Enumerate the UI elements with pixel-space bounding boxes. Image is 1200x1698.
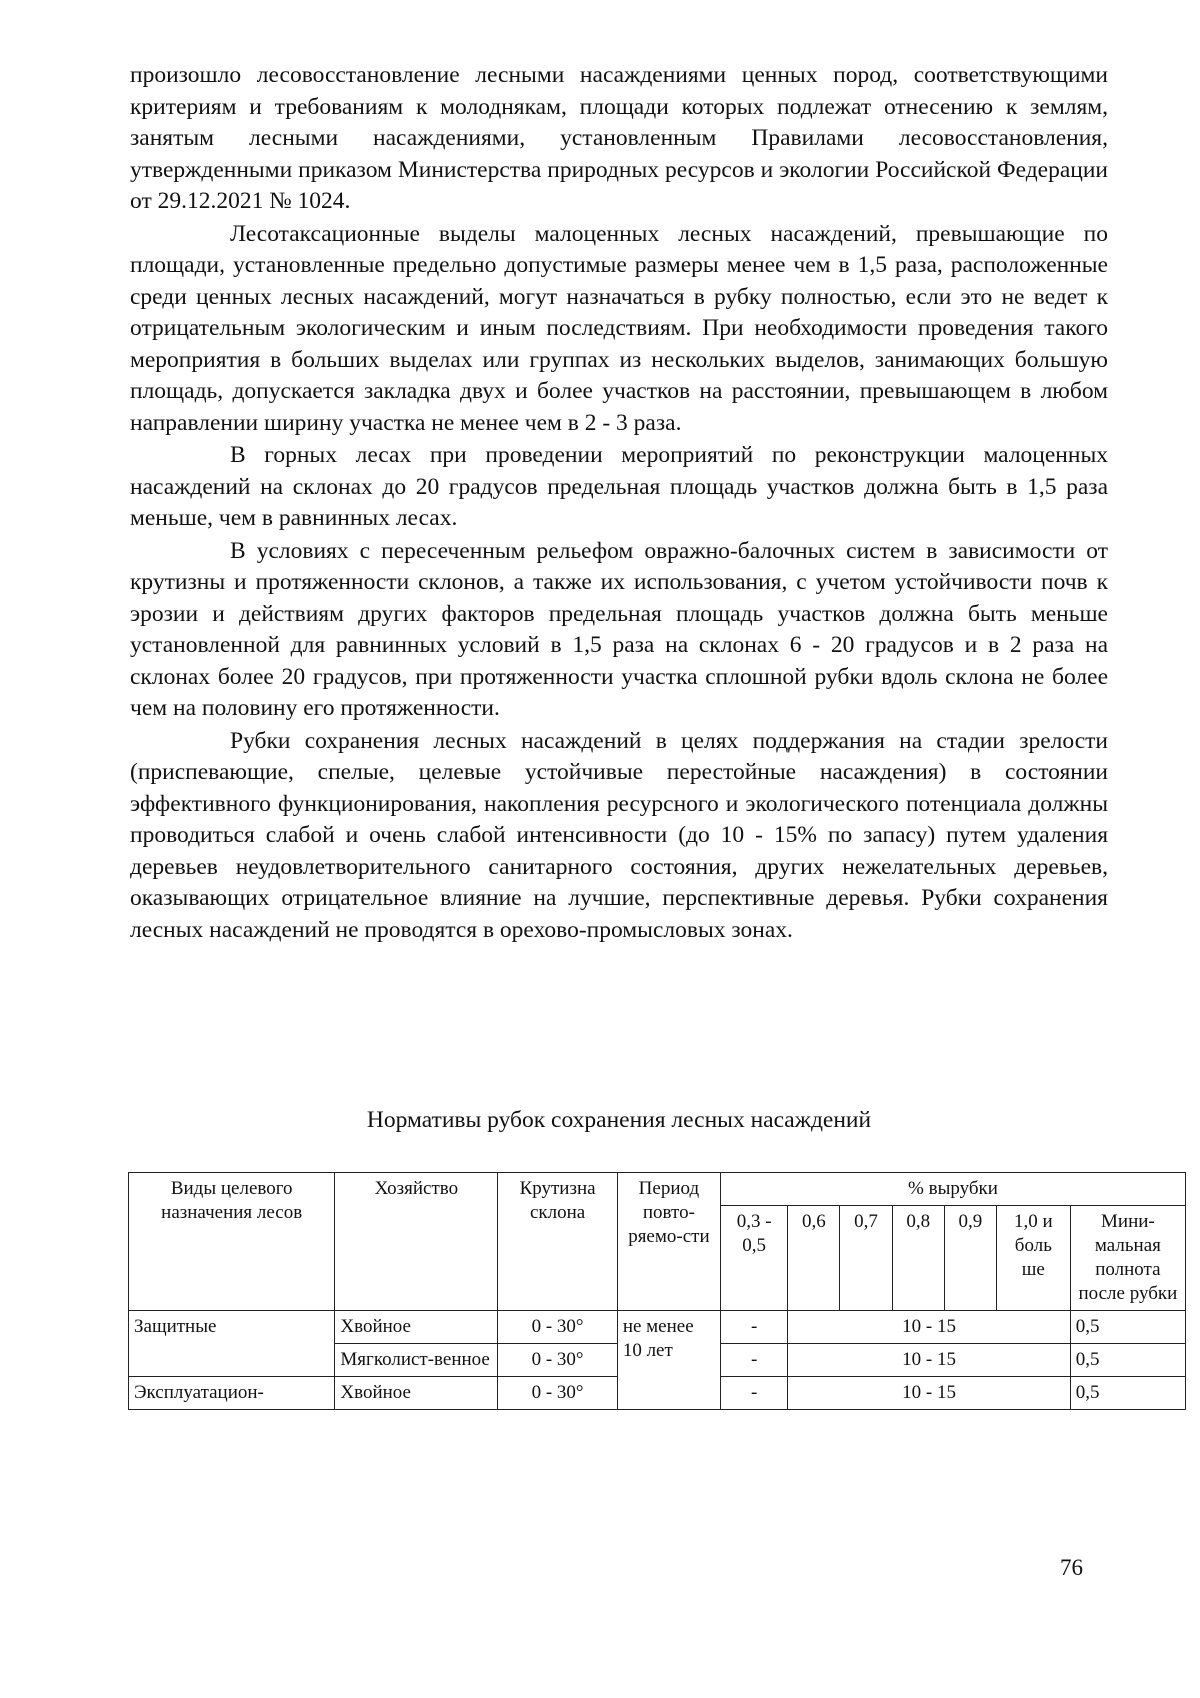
cell-purpose: Эксплуатацион- — [129, 1377, 335, 1410]
paragraph: В условиях с пересеченным рельефом овражно-балочных систем в зависимости от крутизны и протяженности склонов, а также их использования, с учетом устойчивости почв к эрозии и действиям других факторов предельная площадь участков должна быть меньше установленной для равнинных условий в 1,5 раза на склонах 6 - 20 градусов и в 2 раза на склонах более 20 градусов, при протяженности участка сплошной рубки вдоль склона не более чем на половину его протяженности. — [130, 537, 1108, 721]
cell-cut-range: 10 - 15 — [788, 1344, 1070, 1377]
header-density-6: 1,0 и боль ше — [996, 1206, 1070, 1311]
paragraph: произошло лесовосстановление лесными насаждениями ценных пород, соответствующими критериям и требованиям к молоднякам, площади которых подлежат отнесению к землям, занятым лесными насаждениями, установленным Правилами лесовосстановления, утвержденными приказом Министерства природных ресурсов и экологии Российской Федерации от 29.12.2021 № 1024. — [130, 62, 1108, 214]
table-title: Нормативы рубок сохранения лесных насаждений — [366, 1107, 872, 1133]
paragraph: Рубки сохранения лесных насаждений в целях поддержания на стадии зрелости (приспевающие, спелые, целевые устойчивые перестойные насаждения) в состоянии эффективного функционирования, накопления ресурсного и экологического потенциала должны проводиться слабой и очень слабой интенсивности (до 10 - 15% по запасу) путем удаления деревьев неудовлетворительного санитарного состояния, других нежелательных деревьев, оказывающих отрицательное влияние на лучшие, перспективные деревья. Рубки сохранения лесных насаждений не проводятся в орехово-промысловых зонах. — [130, 727, 1108, 943]
header-purpose: Виды целевого назначения лесов — [129, 1173, 335, 1311]
header-density-4: 0,8 — [892, 1206, 944, 1311]
cell-slope: 0 - 30° — [498, 1311, 617, 1344]
cell-slope: 0 - 30° — [498, 1344, 617, 1377]
cell-economy: Хвойное — [335, 1311, 498, 1344]
header-economy: Хозяйство — [335, 1173, 498, 1311]
header-density-5: 0,9 — [944, 1206, 996, 1311]
table-row — [129, 1311, 1186, 1344]
body-text — [130, 60, 1108, 946]
cell-period: не менее 10 лет — [617, 1311, 720, 1410]
cell-economy: Мягколист-венное — [335, 1344, 498, 1377]
page-number: 76 — [1060, 1555, 1083, 1580]
header-min-density: Мини-мальная полнота после рубки — [1070, 1206, 1185, 1311]
header-density-3: 0,7 — [840, 1206, 892, 1311]
paragraph: Лесотаксационные выделы малоценных лесных насаждений, превышающие по площади, установленные предельно допустимые размеры менее чем в 1,5 раза, расположенные среди ценных лесных насаждений, могут назначаться в рубку полностью, если это не ведет к отрицательным экологическим и иным последствиям. При необходимости проведения такого мероприятия в больших выделах или группах из нескольких выделов, занимающих большую площадь, допускается закладка двух и более участков на расстоянии, превышающем в любом направлении ширину участка не менее чем в 2 - 3 раза. — [130, 220, 1108, 436]
cell-cut-range: 10 - 15 — [788, 1311, 1070, 1344]
cell-low-density: - — [721, 1377, 788, 1410]
norms-table — [128, 1172, 1186, 1410]
header-cut-percent: % вырубки — [721, 1173, 1186, 1206]
header-period: Период повто-ряемо-сти — [617, 1173, 720, 1311]
header-density-2: 0,6 — [788, 1206, 840, 1311]
cell-min-density: 0,5 — [1070, 1311, 1185, 1344]
cell-min-density: 0,5 — [1070, 1377, 1185, 1410]
header-density-1: 0,3 - 0,5 — [721, 1206, 788, 1311]
header-slope: Крутизна склона — [498, 1173, 617, 1311]
cell-min-density: 0,5 — [1070, 1344, 1185, 1377]
cell-low-density: - — [721, 1311, 788, 1344]
cell-slope: 0 - 30° — [498, 1377, 617, 1410]
paragraph: В горных лесах при проведении мероприятий по реконструкции малоценных насаждений на склонах до 20 градусов предельная площадь участков должна быть в 1,5 раза меньше, чем в равнинных лесах. — [130, 442, 1108, 531]
cell-purpose: Защитные — [129, 1311, 335, 1377]
cell-cut-range: 10 - 15 — [788, 1377, 1070, 1410]
table-header-row — [129, 1173, 1186, 1206]
cell-low-density: - — [721, 1344, 788, 1377]
cell-economy: Хвойное — [335, 1377, 498, 1410]
